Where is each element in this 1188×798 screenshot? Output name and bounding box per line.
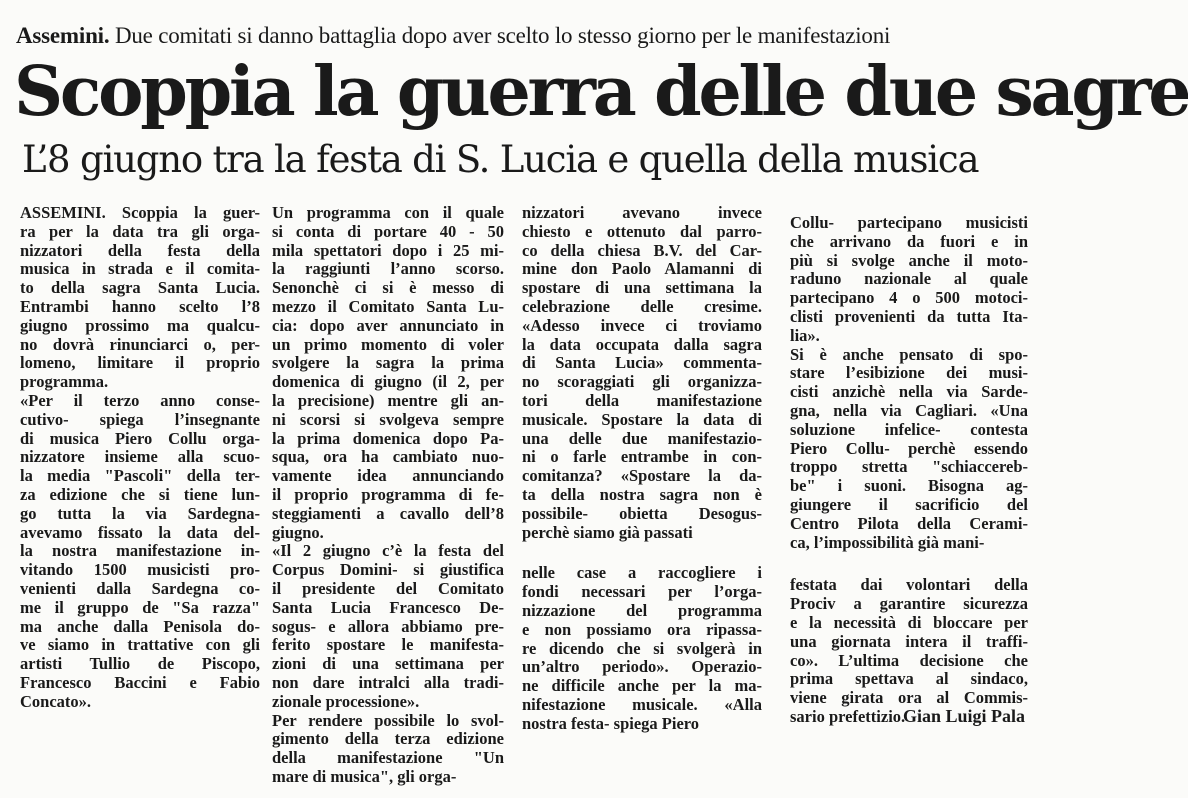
text-line: steggiamenti a cavallo dell’8 [272,503,504,523]
text-line: Collu- partecipano musicisti [790,213,1028,232]
subhead: L’8 giugno tra la festa di S. Lucia e quella della musica [22,138,979,181]
text-line: nostra festa- spiega Piero [522,713,700,733]
text-line: vitando 1500 musicisti pro- [20,560,260,580]
text-line: ferito spostare le manifesta- [272,635,504,655]
text-line: raduno nazionale al quale [790,269,1028,289]
text-line: avevamo fissato la data del- [20,522,260,542]
text-line: Corpus Domini- si giustifica [272,560,504,580]
text-line: Santa Lucia Francesco De- [272,597,504,617]
text-line: il proprio programma di fe- [272,484,504,504]
text-line: artisti Tullio de Piscopo, [20,654,260,674]
text-line: ra per la data tra gli orga- [20,221,260,241]
text-line: un’altro periodo». Operazio- [522,657,762,677]
text-line: comitanza? «Spostare la da- [522,466,762,486]
text-line: ni scorsi si svolgeva sempre [272,409,504,429]
text-line: partecipano 4 o 500 motoci- [790,288,1028,308]
text-line: nelle case a raccogliere i [522,563,762,583]
text-line: di musica Piero Collu orga- [20,428,260,448]
text-line: programma. [20,372,109,392]
text-line: me il gruppo de "Sa razza" [20,597,260,617]
text-line: Per rendere possibile lo svol- [272,710,504,730]
text-line: stare l’esibizione dei musi- [790,363,1028,383]
text-line: spostare di una settimana la [522,278,762,298]
author-signature: Gian Luigi Pala [902,706,1025,726]
kicker [16,22,1040,50]
text-line: Entrambi hanno scelto l’8 [20,296,260,316]
text-line: Centro Pilota della Cerami- [790,513,1028,533]
text-line: «Per il terzo anno conse- [20,390,260,410]
text-line: festata dai volontari della [790,575,1028,595]
text-line: zioni di una settimana per [272,654,504,674]
text-line: mare di musica", gli orga- [272,766,457,786]
text-line: Concato». [20,691,92,711]
text-line: clisti provenienti da tutta Ita- [790,306,1028,326]
text-line: perchè siamo già passati [522,522,693,542]
text-line: ca, l’impossibilità già mani- [790,532,985,552]
text-line: nifestazione musicale. «Alla [522,694,762,714]
headline: Scoppia la guerra delle due sagre [14,52,1188,132]
text-line: lia». [790,325,820,345]
text-line: go tutta la via Sardegna- [20,503,260,523]
text-line: non dare intralci alla tradi- [272,672,504,692]
text-line: to della sagra Santa Lucia. [20,278,260,298]
text-line: e la necessità di bloccare per [790,612,1028,632]
text-line: sogus- e allora abbiamo pre- [272,616,504,636]
text-line: cutivo- spiega l’insegnante [20,409,260,429]
text-line: la prima domenica dopo Pa- [272,428,504,448]
text-line: prima spettava al sindaco, [790,669,1028,689]
text-line: gimento della terza edizione [272,729,504,749]
text-line: Prociv a garantire sicurezza [790,594,1028,614]
text-line: soluzione infelice- contesta [790,419,1028,439]
text-line: la data occupata dalla sagra [522,334,762,354]
text-line: possibile- obietta Desogus- [522,503,762,523]
text-line: za edizione che si tiene lun- [20,484,260,504]
text-line: musica in strada e il comita- [20,259,260,279]
text-line: si conta di portare 40 - 50 [272,221,504,241]
article-column-4-top [790,214,1028,552]
text-line: squa, ora ha cambiato nuo- [272,447,504,467]
kicker-place: Assemini. [16,23,110,48]
text-line: un primo momento di voler [272,334,504,354]
text-line: nizzazione del programma [522,600,762,620]
text-line: ve siamo in trattative con gli [20,635,260,655]
text-line: Senonchè ci si è messo di [272,278,504,298]
text-line: fondi necessari per l’orga- [522,582,762,602]
text-line: giugno prossimo ma qualcu- [20,315,260,335]
text-line: domenica di giugno (il 2, per [272,372,504,392]
text-line: chiesto e ottenuto dal parro- [522,221,762,241]
text-line: troppo stretta "schiaccereb- [790,457,1028,477]
text-line: Un programma con il quale [272,203,504,222]
text-line: cisti anzichè nella via Sarde- [790,382,1028,402]
text-line: Francesco Baccini e Fabio [20,672,260,692]
text-line: be" i suoni. Bisogna ag- [790,476,1028,496]
article-column-1 [20,204,260,712]
text-line: della manifestazione "Un [272,748,504,768]
article-column-2 [272,204,504,787]
text-line: venienti dalla Sardegna co- [20,578,260,598]
text-line: nizzatori della festa della [20,240,260,260]
text-line: la media "Pascoli" della ter- [20,466,260,486]
text-line: la precisione) mentre gli an- [272,390,504,410]
text-line: una giornata intera il traffi- [790,631,1028,651]
text-line: di Santa Lucia» commenta- [522,353,762,373]
text-line: mine don Paolo Alamanni di [522,259,762,279]
kicker-text: Due comitati si danno battaglia dopo aver scelto lo stesso giorno per le manifestazioni [114,23,891,48]
text-line: giugno. [272,522,324,542]
text-line: viene girata ora al Commis- [790,688,1028,708]
article-column-3-top [522,204,762,542]
text-line: no dovrà rinunciarci o, per- [20,334,260,354]
text-line: ma anche dalla Penisola do- [20,616,260,636]
text-line: ta della nostra sagra non è [522,484,762,504]
text-line: celebrazione delle cresime. [522,296,762,316]
text-line: «Adesso invece ci troviamo [522,315,762,335]
text-line: ne difficile anche per la ma- [522,676,762,696]
text-line: svolgere la sagra la prima [272,353,504,373]
text-line: ni o farle entrambe in con- [522,447,762,467]
text-line: Piero Collu- perchè essendo [790,438,1028,458]
article-column-3-bottom [522,564,762,733]
text-line: no scoraggiati gli organizza- [522,372,762,392]
text-line: più si svolge anche il moto- [790,250,1028,270]
text-line: la nostra manifestazione in- [20,541,260,561]
text-line: che arrivano da fuori e in [790,231,1028,251]
text-line: e non possiamo ora ripassa- [522,619,762,639]
text-line: co». L’ultima decisione che [790,650,1028,670]
text-line: una delle due manifestazio- [522,428,762,448]
text-line: Si è anche pensato di spo- [790,344,1028,364]
text-line: «Il 2 giugno c’è la festa del [272,541,504,561]
text-line: sario prefettizio. [790,706,906,726]
article-column-4 [790,214,1028,727]
text-line: ASSEMINI. Scoppia la guer- [20,203,260,222]
text-line: mila spettatori dopo i 25 mi- [272,240,504,260]
text-line: co della chiesa B.V. del Car- [522,240,762,260]
article-column-4-bottom [790,576,1028,726]
text-line: musicale. Spostare la data di [522,409,762,429]
text-line: vamente idea annunciando [272,466,504,486]
text-line: nizzatore insieme alla scuo- [20,447,260,467]
text-line: re dicendo che si svolgerà in [522,638,762,658]
text-line: mezzo il Comitato Santa Lu- [272,296,504,316]
text-line: zionale processione». [272,691,420,711]
article-column-3 [522,204,762,734]
text-line: cia: dopo aver annunciato in [272,315,504,335]
text-line: la raggiunti l’anno scorso. [272,259,504,279]
text-line: gna, nella via Cagliari. «Una [790,400,1028,420]
text-line: il presidente del Comitato [272,578,504,598]
text-line: lomeno, limitare il proprio [20,353,260,373]
text-line: tori della manifestazione [522,390,762,410]
text-line: giungere il sacrificio del [790,494,1028,514]
text-line: nizzatori avevano invece [522,203,762,222]
